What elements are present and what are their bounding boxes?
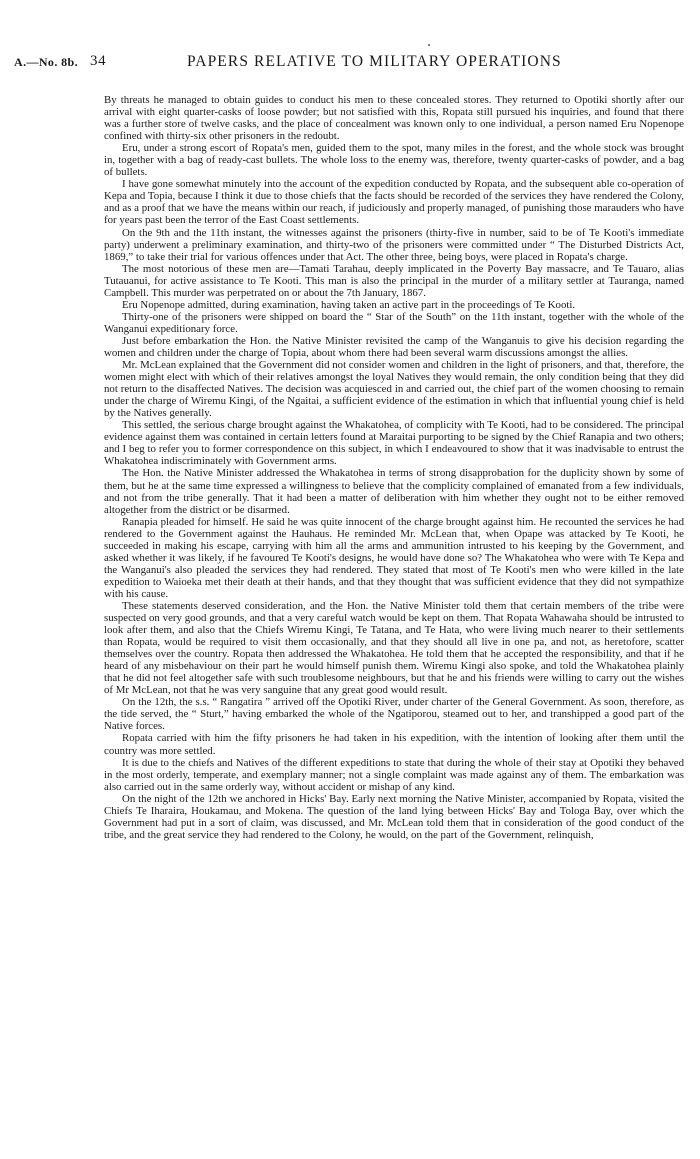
running-title: PAPERS RELATIVE TO MILITARY OPERATIONS <box>187 53 562 70</box>
scan-speck <box>428 44 430 46</box>
paragraph: On the 9th and the 11th instant, the witnesses against the prisoners (thirty-five in number, said to be of Te Kooti's immediate party) underwent a preliminary examination, and thirty-two of the prisoners were committed under “ The Disturbed Districts Act, 1869,” to take their trial for various offences under that Act. The other three, being boys, were placed in Ropata's charge. <box>104 226 684 263</box>
paragraph: On the night of the 12th we anchored in Hicks' Bay. Early next morning the Native Minister, accompanied by Ropata, visited the Chiefs Te Iharaira, Houkamau, and Mokena. The question of the land lying between Hicks' Bay and Tologa Bay, over which the Government had put in a sort of claim, was discussed, and Mr. McLean told them that in consideration of the good conduct of the tribe, and the great service they had rendered to the Colony, he would, on the part of the Government, relinquish, <box>104 792 684 841</box>
paragraph: Eru Nopenope admitted, during examination, having taken an active part in the proceedings of Te Kooti. <box>122 298 576 311</box>
page-header <box>14 53 684 75</box>
paragraph: Ropata carried with him the fifty prisoners he had taken in his expedition, with the intention of looking after them until the country was more settled. <box>104 732 684 757</box>
paragraph: The most notorious of these men are—Tamati Tarahau, deeply implicated in the Poverty Bay massacre, and Te Tauaro, alias Tutauanui, for active assistance to Te Kooti. This man is also the principal in the murder of a military settler at Tauranga, named Campbell. This murder was perpetrated on or about the 7th January, 1867. <box>104 262 684 299</box>
paragraph: I have gone somewhat minutely into the account of the expedition conducted by Ropata, and the subsequent able co-operation of Kepa and Topia, because I think it due to those chiefs that the facts should be recorded of the services they have rendered the Colony, and as a proof that we have the means within our reach, if judiciously and properly managed, of punishing those marauders who have for years past been the terror of the East Coast settlements. <box>104 178 684 227</box>
document-reference: A.—No. 8b. <box>14 55 79 69</box>
paragraph: Ranapia pleaded for himself. He said he was quite innocent of the charge brought against him. He recounted the services he had rendered to the Government against the Hauhaus. He reminded Mr. McLean that, when Opape was attacked by Te Kooti, he succeeded in making his escape, carrying with him all the arms and ammunition intrusted to his keeping by the Government, and asked whether it was likely, if he favoured Te Kooti's designs, he would have done so? The Whakatohea who were with Te Kepa and the Wanganui's also pleaded the services they had rendered. They stated that most of Te Kooti's men who were killed in the late expedition to Waioeka met their death at their hands, and that they thought that was sufficient evidence that they did not sympathize with his cause. <box>104 515 684 600</box>
paragraph: Eru, under a strong escort of Ropata's men, guided them to the spot, many miles in the forest, and the whole stock was brought in, together with a bag of ready-cast bullets. The whole loss to the enemy was, therefore, twenty quarter-casks of powder, and a bag of bullets. <box>104 142 684 179</box>
page-number: 34 <box>90 53 107 69</box>
paragraph: On the 12th, the s.s. “ Rangatira ” arrived off the Opotiki River, under charter of the General Government. As soon, therefore, as the tide served, the “ Sturt,” having embarked the whole of the Ngatiporou, steamed out to her, and transhipped a good part of the Native forces. <box>104 696 684 733</box>
paragraph: By threats he managed to obtain guides to conduct his men to these concealed stores. They returned to Opotiki shortly after our arrival with eight quarter-casks of loose powder; but not satisfied with this, Ropata still pursued his inquiries, and found that there was a further store of twelve casks, and the place of concealment was known only to one individual, a person named Eru Nopenope confined with thirty-six other prisoners in the redoubt. <box>104 94 684 143</box>
paragraph: The Hon. the Native Minister addressed the Whakatohea in terms of strong disapprobation for the duplicity shown by some of them, but he at the same time expressed a willingness to believe that the complicity complained of emanated from a few individuals, and not from the tribe generally. That it had been a matter of deliberation with him whether they ought not to be either removed altogether from the district or be disarmed. <box>104 467 684 516</box>
body-text <box>104 94 684 841</box>
paragraph: Thirty-one of the prisoners were shipped on board the “ Star of the South” on the 11th instant, together with the whole of the Wanganui expeditionary force. <box>104 310 684 335</box>
paragraph: Mr. McLean explained that the Government did not consider women and children in the light of prisoners, and that, therefore, the women might elect with which of their relatives amongst the loyal Natives they would remain, the only condition being that they did not return to the disaffected Natives. The decision was acquiesced in and carried out, the chief part of the women choosing to remain under the charge of Wiremu Kingi, of the Ngaitai, a sufficient evidence of the estimation in which that influential young chief is held by the Natives generally. <box>104 359 684 420</box>
paragraph: It is due to the chiefs and Natives of the different expeditions to state that during the whole of their stay at Opotiki they behaved in the most orderly, temperate, and exemplary manner; not a single complaint was made against any of them. The embarkation was also carried out in the same orderly way, without accident or mishap of any kind. <box>104 756 684 793</box>
paragraph: These statements deserved consideration, and the Hon. the Native Minister told them that certain members of the tribe were suspected on very good grounds, and that a very careful watch would be kept on them. That Ropata Wahawaha should be intrusted to look after them, and also that the Chiefs Wiremu Kingi, Te Tatana, and Te Hata, who were living much nearer to their settlements than Ropata, would be required to visit them occasionally, and that they should all live in one pa, and not, as heretofore, scatter themselves over the country. Ropata then addressed the Whakatohea. He told them that he accepted the responsibility, and that if he heard of any misbehaviour on their part he would himself punish them. Wiremu Kingi also spoke, and told the Whakatohea plainly that he did not feel altogether safe with such troublesome neighbours, but that he and his friends were willing to carry out the wishes of Mr McLean, not that he was very sanguine that any great good would result. <box>104 599 684 697</box>
paragraph: Just before embarkation the Hon. the Native Minister revisited the camp of the Wanganuis to give his decision regarding the women and children under the charge of Topia, about whom there had been several warm discussions amongst the allies. <box>104 334 684 359</box>
paragraph: This settled, the serious charge brought against the Whakatohea, of complicity with Te Kooti, had to be considered. The principal evidence against them was contained in certain letters found at Maraitai purporting to be signed by the Chief Ranapia and two others; and I beg to refer you to former correspondence on this subject, in which I endeavoured to show that it was inadvisable to entrust the Whakatohea indiscriminately with Government arms. <box>104 419 684 468</box>
